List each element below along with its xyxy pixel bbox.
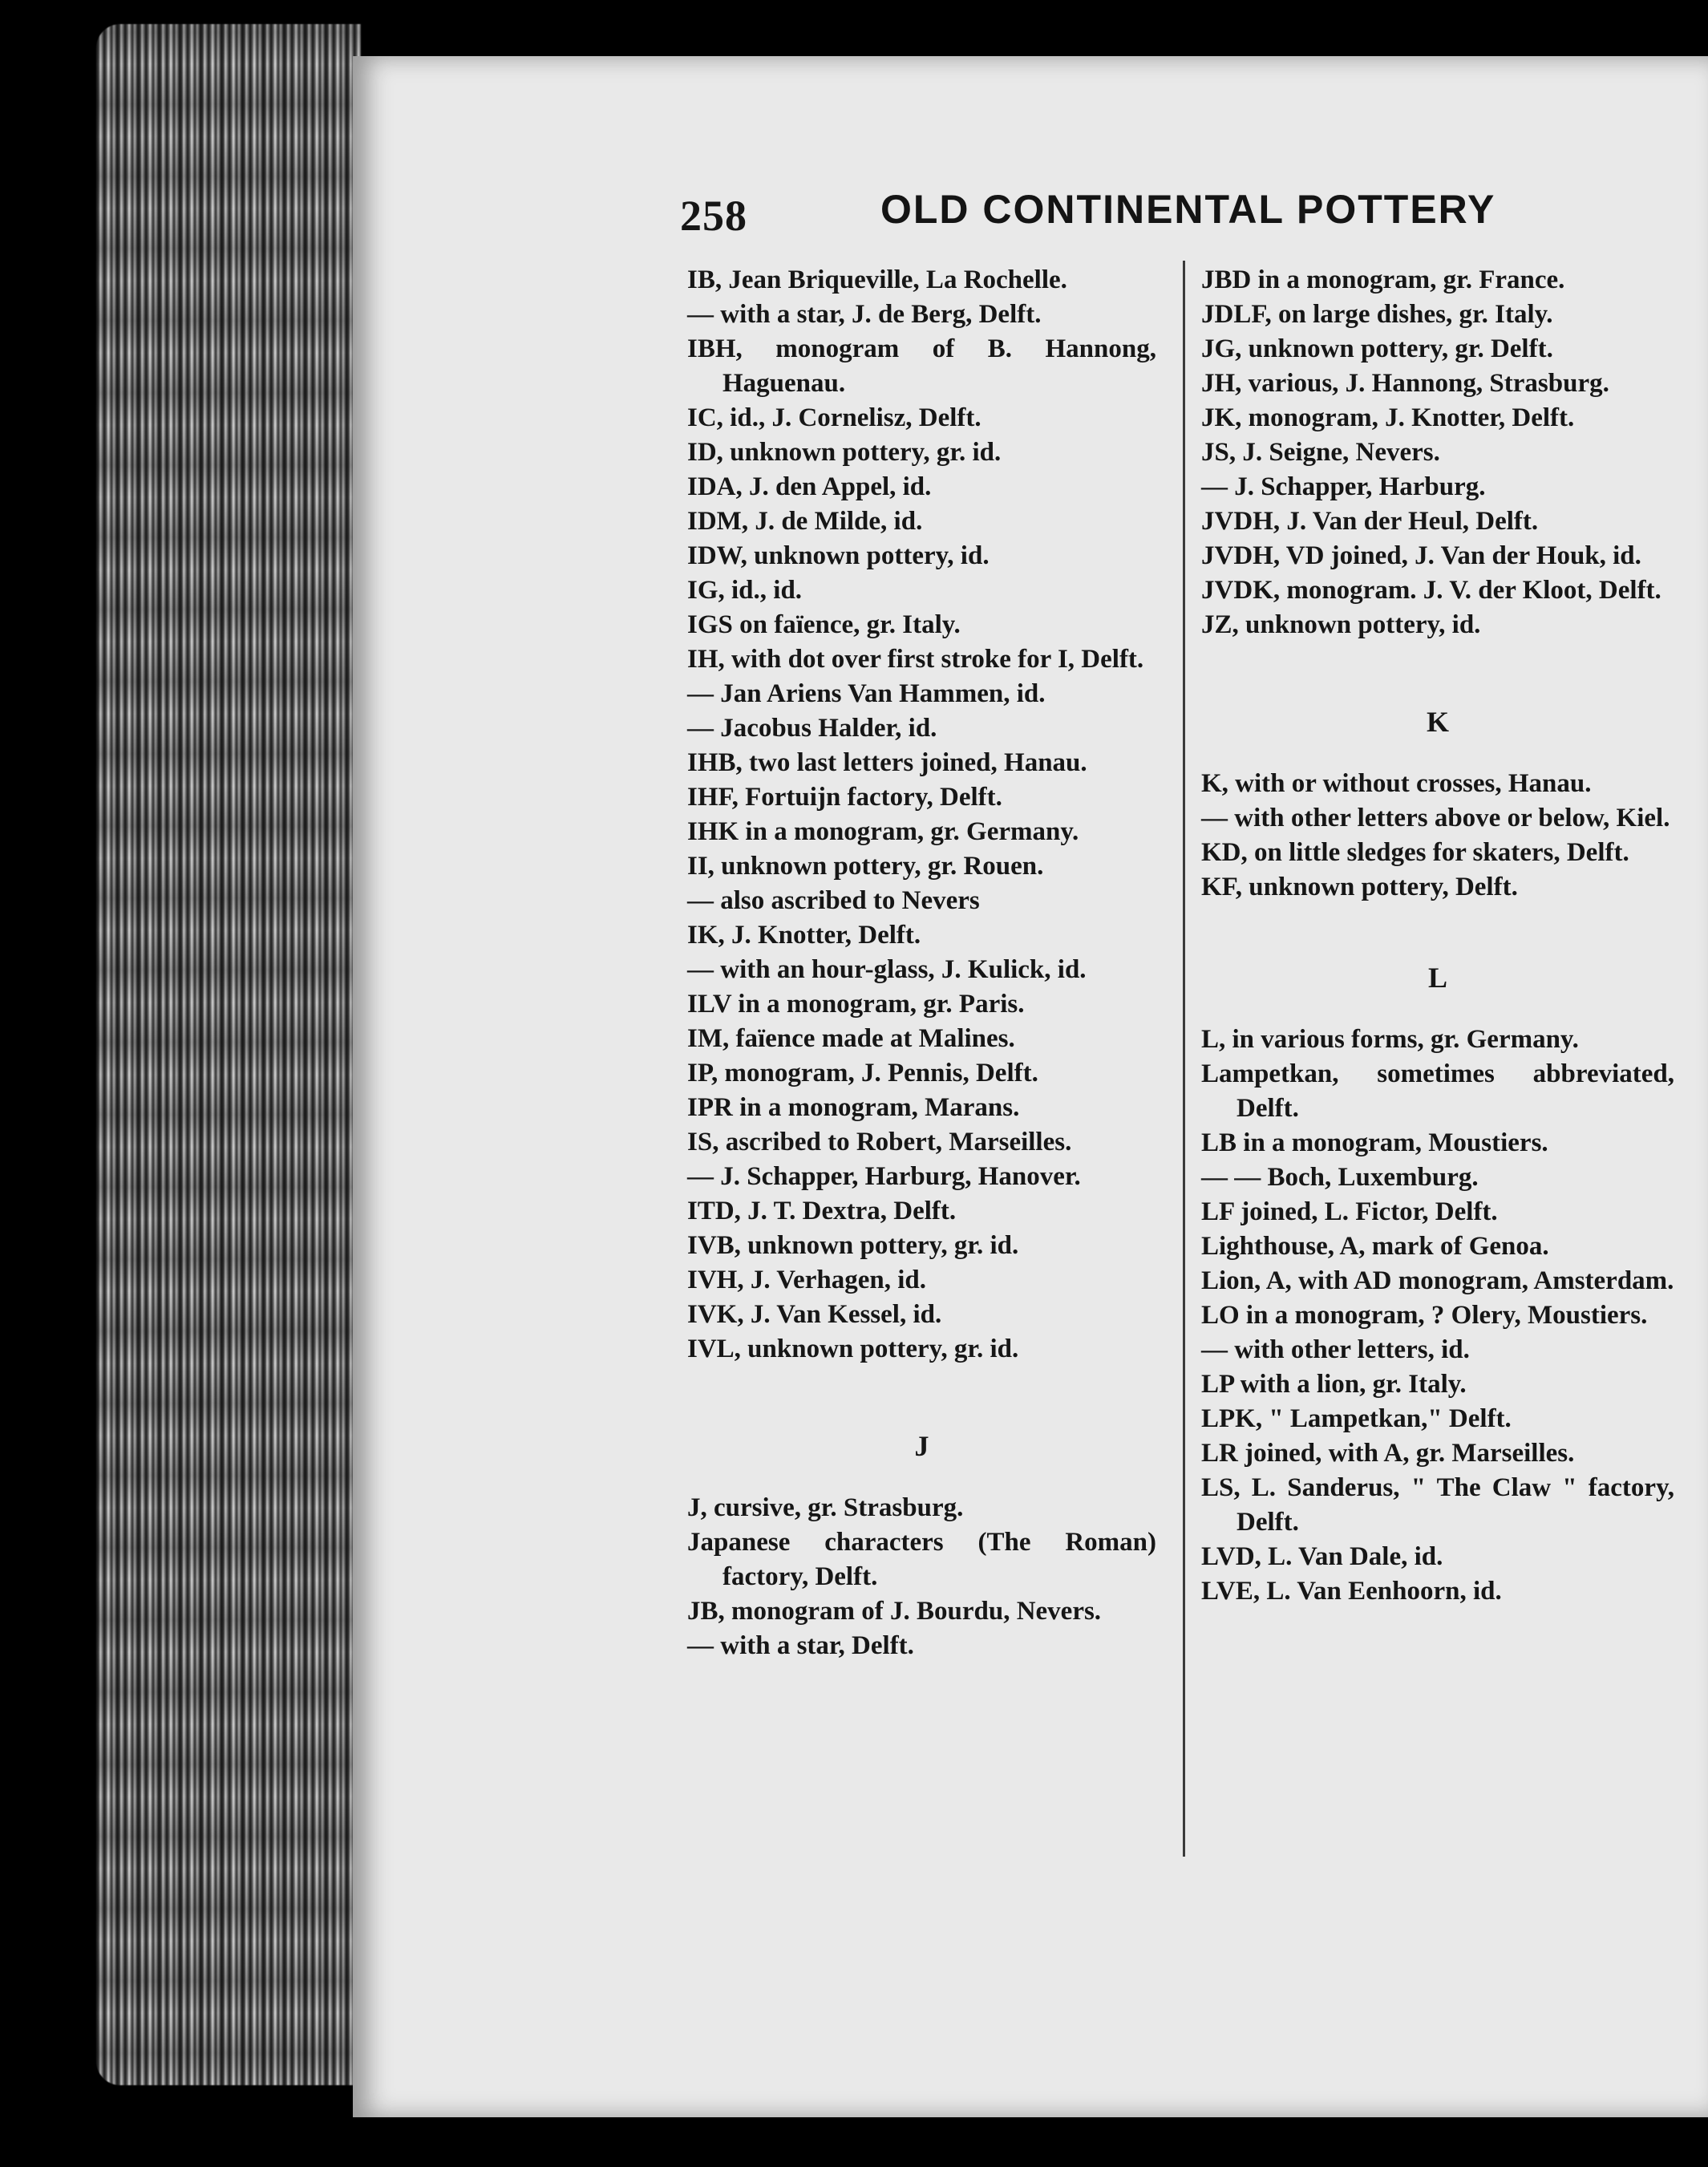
index-entry: IH, with dot over first stroke for I, Delft. xyxy=(687,645,1144,674)
index-entry: IVL, unknown pottery, gr. id. xyxy=(687,1335,1019,1363)
index-entry: LP with a lion, gr. Italy. xyxy=(1201,1370,1467,1399)
section-heading-k: K xyxy=(1426,706,1449,738)
index-entry: LB in a monogram, Moustiers. xyxy=(1201,1128,1548,1157)
index-entry: II, unknown pottery, gr. Rouen. xyxy=(687,852,1044,881)
index-entry: — J. Schapper, Harburg, Hanover. xyxy=(687,1162,1081,1191)
index-entry: K, with or without crosses, Hanau. xyxy=(1201,769,1592,798)
entry-list-j-continued xyxy=(1201,263,1674,642)
index-entry: JK, monogram, J. Knotter, Delft. xyxy=(1201,403,1575,432)
entry-list-k xyxy=(1201,767,1674,905)
index-entry: Lion, A, with AD monogram, Amsterdam. xyxy=(1201,1266,1674,1295)
index-entry: IBH, monogram of B. Hannong, Haguenau. xyxy=(687,334,1156,398)
left-column xyxy=(687,263,1156,1663)
index-entry: JH, various, J. Hannong, Strasburg. xyxy=(1201,369,1609,398)
index-entry: JVDH, VD joined, J. Van der Houk, id. xyxy=(1201,541,1641,570)
entry-list-j xyxy=(687,1491,1156,1663)
page-number: 258 xyxy=(680,192,747,240)
index-entry: IDM, J. de Milde, id. xyxy=(687,507,923,536)
index-entry: IDW, unknown pottery, id. xyxy=(687,541,990,570)
index-entry: JVDH, J. Van der Heul, Delft. xyxy=(1201,507,1539,536)
index-entry: — with an hour-glass, J. Kulick, id. xyxy=(687,955,1087,984)
index-entry: Lighthouse, A, mark of Genoa. xyxy=(1201,1232,1549,1261)
index-entry: LS, L. Sanderus, " The Claw " factory, Delft. xyxy=(1201,1473,1674,1537)
entry-list-i xyxy=(687,263,1156,1367)
index-entry: IPR in a monogram, Marans. xyxy=(687,1093,1020,1122)
column-divider xyxy=(1183,261,1185,1857)
index-entry: IDA, J. den Appel, id. xyxy=(687,472,932,501)
index-entry: — also ascribed to Nevers xyxy=(687,886,980,915)
section-heading-j: J xyxy=(914,1430,929,1462)
index-entry: LVD, L. Van Dale, id. xyxy=(1201,1542,1443,1571)
index-entry: JBD in a monogram, gr. France. xyxy=(1201,265,1565,294)
index-entry: ITD, J. T. Dextra, Delft. xyxy=(687,1197,957,1225)
index-entry: IS, ascribed to Robert, Marseilles. xyxy=(687,1128,1072,1156)
index-entry: LF joined, L. Fictor, Delft. xyxy=(1201,1197,1498,1226)
entry-list-l xyxy=(1201,1023,1674,1609)
index-entry: Japanese characters (The Roman) factory, Delft. xyxy=(687,1528,1156,1591)
index-entry: IVB, unknown pottery, gr. id. xyxy=(687,1231,1019,1260)
index-entry: KF, unknown pottery, Delft. xyxy=(1201,873,1518,901)
index-entry: IB, Jean Briqueville, La Rochelle. xyxy=(687,265,1067,294)
index-entry: LR joined, with A, gr. Marseilles. xyxy=(1201,1439,1575,1468)
index-entry: Lampetkan, sometimes abbreviated, Delft. xyxy=(1201,1059,1674,1123)
index-entry: — Jacobus Halder, id. xyxy=(687,714,937,743)
running-title: OLD CONTINENTAL POTTERY xyxy=(880,187,1496,232)
index-entry: IP, monogram, J. Pennis, Delft. xyxy=(687,1059,1038,1088)
index-entry: JZ, unknown pottery, id. xyxy=(1201,610,1481,639)
index-entry: J, cursive, gr. Strasburg. xyxy=(687,1493,964,1522)
index-entry: IC, id., J. Cornelisz, Delft. xyxy=(687,403,981,432)
index-entry: — with other letters, id. xyxy=(1201,1335,1470,1364)
index-entry: IHF, Fortuijn factory, Delft. xyxy=(687,783,1002,812)
index-entry: — — Boch, Luxemburg. xyxy=(1201,1163,1479,1192)
index-entry: JS, J. Seigne, Nevers. xyxy=(1201,438,1440,467)
index-entry: ILV in a monogram, gr. Paris. xyxy=(687,990,1025,1019)
index-entry: JDLF, on large dishes, gr. Italy. xyxy=(1201,300,1553,329)
index-entry: KD, on little sledges for skaters, Delft. xyxy=(1201,838,1629,867)
index-entry: IVK, J. Van Kessel, id. xyxy=(687,1300,942,1329)
section-heading-l: L xyxy=(1427,962,1447,994)
index-entry: IK, J. Knotter, Delft. xyxy=(687,921,921,950)
index-entry: IGS on faïence, gr. Italy. xyxy=(687,610,961,639)
index-entry: — Jan Ariens Van Hammen, id. xyxy=(687,679,1046,708)
index-entry: LVE, L. Van Eenhoorn, id. xyxy=(1201,1577,1502,1606)
index-entry: JB, monogram of J. Bourdu, Nevers. xyxy=(687,1597,1102,1626)
index-entry: — J. Schapper, Harburg. xyxy=(1201,472,1486,501)
index-entry: JVDK, monogram. J. V. der Kloot, Delft. xyxy=(1201,576,1661,605)
index-entry: L, in various forms, gr. Germany. xyxy=(1201,1025,1579,1054)
book-page-edges xyxy=(96,24,361,2085)
index-entry: IG, id., id. xyxy=(687,576,803,605)
index-entry: — with a star, J. de Berg, Delft. xyxy=(687,300,1042,329)
right-column xyxy=(1201,263,1674,1609)
index-entry: IHB, two last letters joined, Hanau. xyxy=(687,748,1087,777)
index-entry: IHK in a monogram, gr. Germany. xyxy=(687,817,1079,846)
index-entry: LPK, " Lampetkan," Delft. xyxy=(1201,1404,1512,1433)
index-entry: JG, unknown pottery, gr. Delft. xyxy=(1201,334,1553,363)
index-entry: — with a star, Delft. xyxy=(687,1631,914,1660)
index-entry: IVH, J. Verhagen, id. xyxy=(687,1266,926,1294)
index-entry: IM, faïence made at Malines. xyxy=(687,1024,1015,1053)
index-entry: LO in a monogram, ? Olery, Moustiers. xyxy=(1201,1301,1648,1330)
index-entry: — with other letters above or below, Kiel. xyxy=(1201,804,1670,832)
index-entry: ID, unknown pottery, gr. id. xyxy=(687,438,1002,467)
